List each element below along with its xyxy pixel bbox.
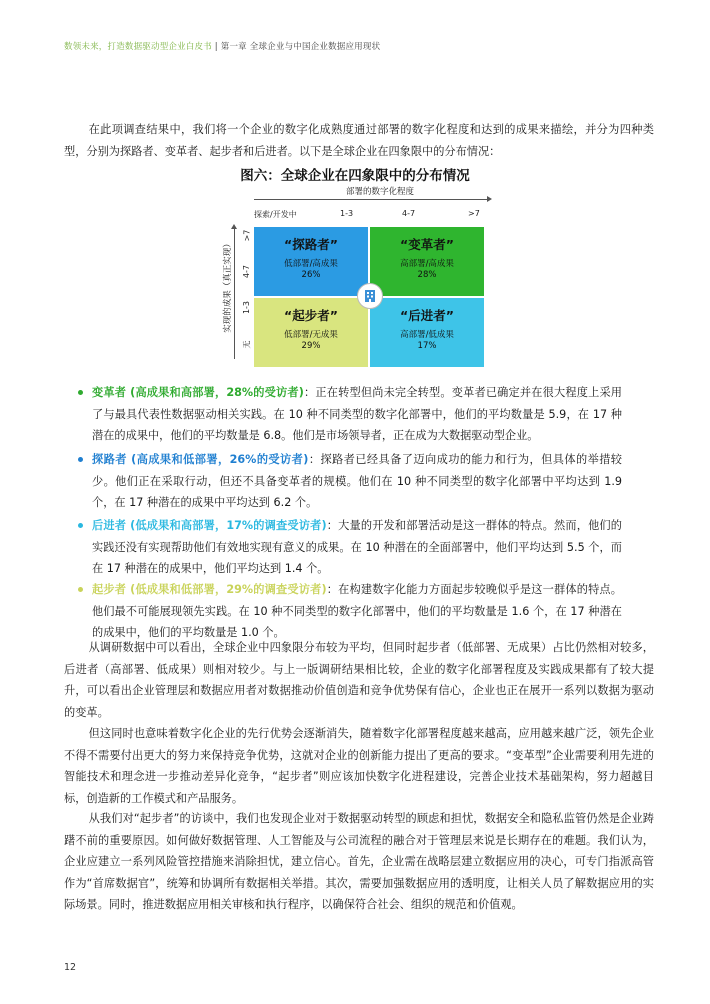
y-axis-title: 实现的成果（真正实现） — [223, 239, 233, 333]
quadrant-desc: 高部署/高成果 — [400, 259, 454, 269]
intro-paragraph: 在此项调查结果中，我们将一个企业的数字化成熟度通过部署的数字化程度和达到的成果来描绘，并分为四种类型，分别为探路者、变革者、起步者和后进者。以下是全球企业在四象限中的分布情况： — [64, 123, 654, 158]
body-paragraph-3: 从我们对“起步者”的访谈中，我们也发现企业对于数据驱动转型的顾虑和担忧，数据安全和隐私监管仍然是企业踌躇不前的重要原因。如何做好数据管理、人工智能及与公司流程的融合对于管理层来说是长期存在的难题。我们认为，企业应建立一系列风险管控措施来消除担忧，建立信心。首先，企业需在战略层建立数据应用的决心，可专门指派高管作为“首席数据官”，统筹和协调所有数据相关举措。其次，需要加强数据应用的透明度，让相关人员了解数据应用的实际场景。同时，推进数据应用相关审核和执行程序，以确保符合社会、组织的规范和价值观。 — [64, 812, 654, 911]
bullet-label: 探路者 (高成果和低部署，26%的受访者) — [92, 453, 309, 466]
building-icon — [357, 283, 383, 309]
quadrant-name: “起步者” — [284, 308, 338, 323]
header-separator: | — [211, 42, 221, 52]
y-axis-arrow — [234, 227, 235, 359]
x-tick-1-3: 1-3 — [340, 209, 354, 218]
header-chapter: 第一章 全球企业与中国企业数据应用现状 — [220, 42, 381, 52]
bullet-text: ：探路者已经具备了迈向成功的能力和行为，但具体的举措较少。他们正在采取行动，但还不具备变革者的规模。他们在 10 种不同类型的数字化部署中平均达到 1.9 个，在 17 种潜在的成果中平均达到 6.2 个。 — [92, 453, 622, 509]
body-paragraph-2: 但这同时也意味着数字化企业的先行优势会逐渐消失，随着数字化部署程度越来越高，应用越来越广泛，领先企业不得不需要付出更大的努力来保持竞争优势，这就对企业的创新能力提出了更高的要求。“变革型”企业需要利用先进的智能技术和理念进一步推动差异化竞争，“起步者”则应该加快数字化进程建设，完善企业技术基础架构，努力超越目标，创造新的工作模式和产品服务。 — [64, 727, 654, 805]
running-header — [64, 40, 380, 52]
quadrant-desc: 低部署/无成果 — [284, 330, 338, 340]
quadrant-name: “后进者” — [400, 308, 454, 323]
bullet-dot — [78, 587, 83, 592]
quadrant-pct: 28% — [417, 270, 437, 280]
x-axis-arrow — [254, 199, 490, 200]
quadrant-transformer — [370, 227, 484, 296]
page-number: 12 — [64, 962, 77, 973]
quadrant-chart — [210, 185, 490, 377]
bullet-label: 变革者 (高成果和高部署，28%的受访者) — [92, 386, 304, 399]
body-paragraph-1: 从调研数据中可以看出，全球企业中四象限分布较为平均，但同时起步者（低部署、无成果）占比仍然相对较多，后进者（高部署、低成果）则相对较少。与上一版调研结果相比较，企业的数字化部署程度及实践成果都有了较大提升，可以看出企业管理层和数据应用者对数据推动价值创造和竞争优势保有信心，企业也正在展开一系列以数据为驱动的变革。 — [64, 641, 654, 719]
header-title: 数领未来，打造数据驱动型企业白皮书 — [64, 42, 212, 52]
quadrant-name: “变革者” — [400, 237, 454, 252]
quadrant-starter — [254, 298, 368, 367]
bullet-text: ：在构建数字化能力方面起步较晚似乎是这一群体的特点。他们最不可能展现领先实践。在 10 种不同类型的数字化部署中，他们的平均数量是 1.6 个，在 17 种潜在的成果中，他们的平均数量是 1.0 个。 — [92, 583, 622, 639]
quadrant-laggard — [370, 298, 484, 367]
bullet-label: 起步者 (低成果和低部署，29%的调查受访者) — [92, 583, 327, 596]
quadrant-pct: 29% — [301, 341, 321, 351]
bullet-text: ：大量的开发和部署活动是这一群体的特点。然而，他们的实践还没有实现帮助他们有效地实现有意义的成果。在 10 种潜在的全面部署中，他们平均达到 5.5 个，而在 17 种潜在的成果中，他们平均达到 1.4 个。 — [92, 519, 622, 575]
y-tick-none: 无 — [242, 340, 252, 349]
quadrant-desc: 低部署/高成果 — [284, 259, 338, 269]
x-tick-explore: 探索/开发中 — [254, 210, 297, 219]
quadrant-pct: 26% — [301, 270, 321, 280]
figure-title: 图六：全球企业在四象限中的分布情况 — [240, 168, 470, 184]
quadrant-name: “探路者” — [284, 237, 338, 252]
y-tick-1-3: 1-3 — [242, 300, 252, 315]
bullet-label: 后进者 (低成果和高部署，17%的调查受访者) — [92, 519, 327, 532]
x-axis-title: 部署的数字化程度 — [345, 187, 414, 197]
bullet-dot — [78, 523, 83, 528]
quadrant-desc: 高部署/低成果 — [400, 330, 454, 340]
y-tick-gt7: >7 — [242, 229, 252, 242]
quadrant-pct: 17% — [417, 341, 437, 351]
x-tick-4-7: 4-7 — [402, 209, 416, 218]
bullet-text: ：正在转型但尚未完全转型。变革者已确定并在很大程度上采用了与最具代表性数据驱动相关实践。在 10 种不同类型的数字化部署中，他们的平均数量是 5.9，在 17 种潜在的成果中，他们的平均数量是 6.8。他们是市场领导者，正在成为大数据驱动型企业。 — [92, 386, 622, 442]
x-tick-gt7: >7 — [468, 209, 480, 218]
y-tick-4-7: 4-7 — [242, 264, 252, 279]
quadrant-pathfinder — [254, 227, 368, 296]
bullet-dot — [78, 390, 83, 395]
bullet-dot — [78, 457, 83, 462]
